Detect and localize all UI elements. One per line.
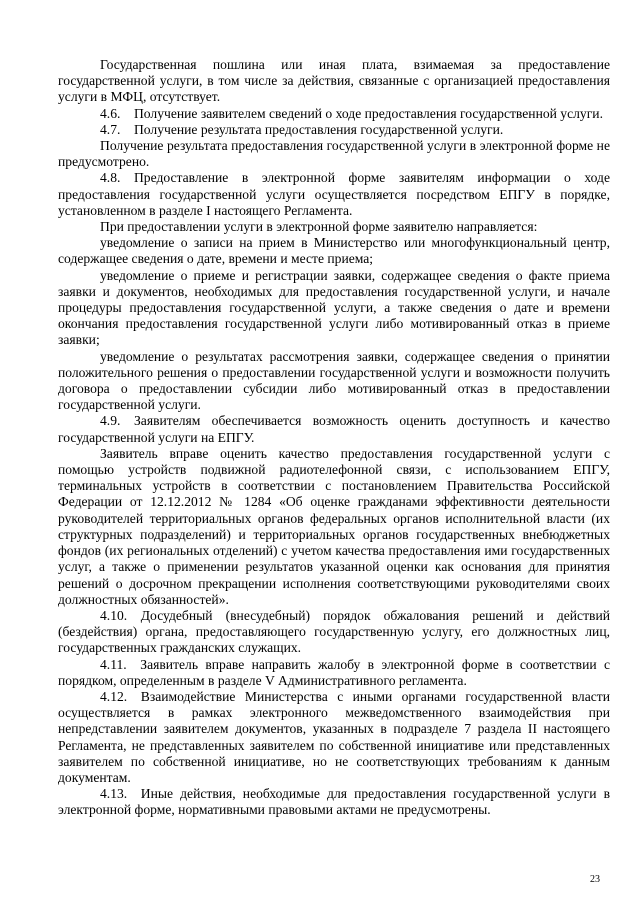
paragraph-quality-rating: Заявитель вправе оценить качество предоставления государственной услуги с помощью устройств подвижной радиотелефонной связи, с использованием ЕПГУ, терминальных устройств в соответствии с постановлением Правительства Российской Федерации от 12.12.2012 № 1284 «Об оценке гражданами эффективности деятельности руководителей территориальных органов федеральных органов исполнительной власти (их структурных подразделений) и территориальных органов государственных внебюджетных фондов (их региональных отделений) с учетом качества предоставления ими государственных услуг, а также о применении результатов указанной оценки как основания для принятия решений о досрочном прекращении исполнения соответствующими руководителями своих должностных обязанностей». xyxy=(58,445,610,607)
paragraph-4-10: 4.10. Досудебный (внесудебный) порядок обжалования решений и действий (бездействия) органа, предоставляющего государственную услугу, его должностных лиц, государственных гражданских служащих. xyxy=(58,607,610,656)
paragraph-4-7: 4.7. Получение результата предоставления государственной услуги. xyxy=(100,121,504,137)
paragraph-notice-results: уведомление о результатах рассмотрения заявки, содержащее сведения о принятии положительного решения о предоставлении государственной услуги и возможности получить договора о предоставлении субсидии либо мотивированный отказ в предоставлении государственной услуги. xyxy=(58,348,610,413)
paragraph-4-9: 4.9. Заявителям обеспечивается возможность оценить доступность и качество государственной услуги на ЕПГУ. xyxy=(58,413,610,445)
paragraph-4-8: 4.8. Предоставление в электронной форме заявителям информации о ходе предоставления государственной услуги осуществляется посредством ЕПГУ в порядке, установленном в разделе I настоящего Регламента. xyxy=(58,170,610,218)
paragraph-4-6: 4.6. Получение заявителем сведений о ходе предоставления государственной услуги. xyxy=(100,105,603,121)
paragraph-notice-registration: уведомление о приеме и регистрации заявки, содержащее сведения о факте приема заявки и документов, необходимых для предоставления государственной услуги, и начале процедуры предоставления государственной услуги, а также сведения о дате и времени окончания предоставления государственной услуги либо мотивированный отказ в приеме заявки; xyxy=(58,267,610,348)
page-number: 23 xyxy=(590,874,600,885)
paragraph-state-fee: Государственная пошлина или иная плата, взимаемая за предоставление государственной услуги, в том числе за действия, связанные с организацией предоставления услуги в МФЦ, отсутствует. xyxy=(58,57,610,105)
paragraph-result-not-provided: Получение результата предоставления государственной услуги в электронной форме не предусмотрено. xyxy=(58,138,610,170)
paragraph-notifications-intro: При предоставлении услуги в электронной форме заявителю направляется: xyxy=(100,219,538,235)
document-body xyxy=(58,57,610,819)
paragraph-4-13: 4.13. Иные действия, необходимые для предоставления государственной услуги в электронной форме, нормативными правовыми актами не предусмотрены. xyxy=(58,786,610,818)
paragraph-notice-appointment: уведомление о записи на прием в Министерство или многофункциональный центр, содержащее сведения о дате, времени и месте приема; xyxy=(58,235,610,267)
paragraph-4-11: 4.11. Заявитель вправе направить жалобу в электронной форме в соответствии с порядком, определенным в разделе V Административного регламента. xyxy=(58,656,610,688)
paragraph-4-12: 4.12. Взаимодействие Министерства с иными органами государственной власти осуществляется в рамках электронного межведомственного взаимодействия при непредставлении заявителем документов, указанных в подразделе 7 раздела II настоящего Регламента, не представленных заявителем по собственной инициативе или представленных заявителем по собственной инициативе, но не соответствующих требованиям к данным документам. xyxy=(58,688,610,785)
